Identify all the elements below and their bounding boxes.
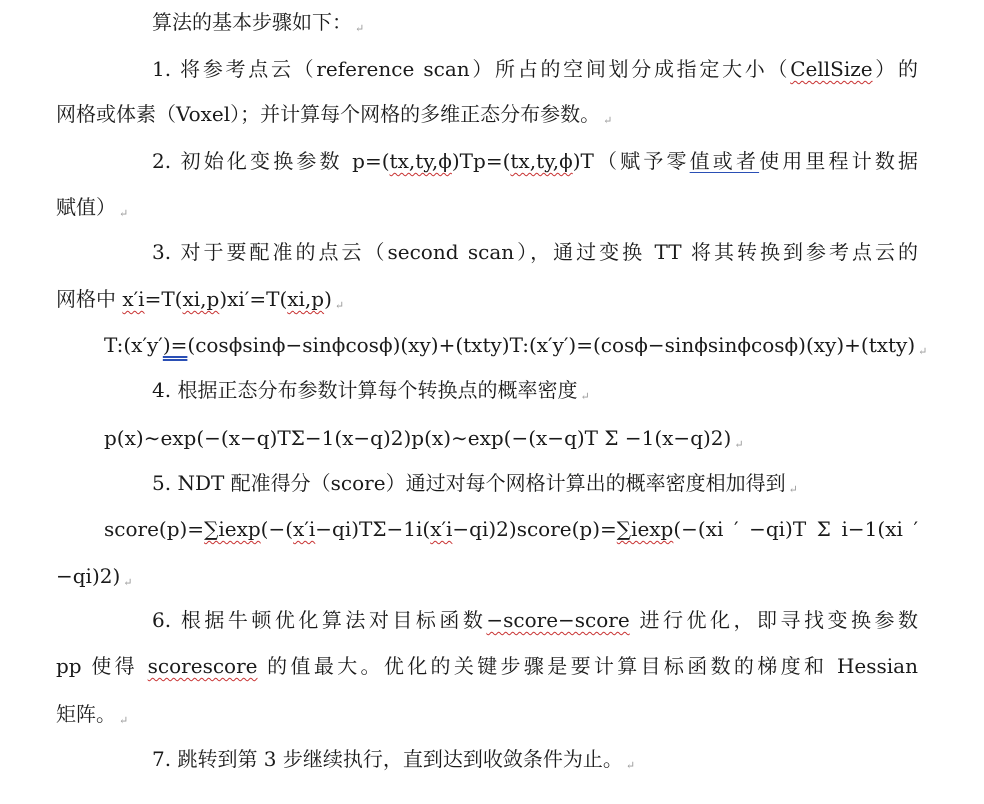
step6-line1	[152, 606, 918, 634]
cellsize-term: CellSize	[790, 57, 873, 81]
step3-text-a: 网格中	[56, 287, 123, 311]
score-i: (−(xi ′ −qi)T Σ i−1(xi ′	[673, 517, 918, 541]
step2-text-e: )T（赋予零	[572, 149, 690, 173]
intro-line	[152, 8, 364, 36]
step7-text: 7. 跳转到第 3 步继续执行，直到达到收敛条件为止。	[152, 747, 623, 771]
paragraph-mark-icon: ↵	[334, 299, 345, 312]
var-term: xi,p	[182, 287, 220, 311]
step6-line2	[56, 652, 918, 680]
score-h: ∑iexp	[616, 517, 674, 541]
paragraph-mark-icon: ↵	[123, 576, 133, 589]
step7-line	[152, 745, 635, 773]
paragraph-mark-icon: ↵	[625, 759, 636, 772]
step1-text-c: ）的	[872, 57, 918, 81]
step6-text-c: 进行优化，即寻找变换参数	[629, 608, 918, 632]
step1-line2	[56, 100, 612, 128]
step3-line2	[56, 285, 344, 313]
step6-text-line2-c: 的值最大。优化的关键步骤是要计算目标函数的梯度和 Hessian	[257, 654, 918, 678]
step2-text-c: )Tp=(	[451, 149, 511, 173]
var-term: xi,p	[287, 287, 325, 311]
score-c: (−(	[260, 517, 294, 541]
step3-text-line1: 3. 对于要配准的点云（second scan），通过变换 TT 将其转换到参考点云的	[152, 240, 918, 264]
formula-t-c: (cosϕsinϕ−sinϕcosϕ)(xy)+(txty)T:(x′y′)=(cosϕ−sinϕsinϕcosϕ)(xy)+(txty)	[187, 333, 916, 357]
score-e: −qi)TΣ−1i(	[315, 517, 431, 541]
step2-line1	[152, 147, 918, 175]
step6-text-line2-a: pp 使得	[56, 654, 148, 678]
paragraph-mark-icon: ↵	[580, 390, 590, 403]
scorescore-term: scorescore	[147, 654, 258, 678]
step2-text-a: 2. 初始化变换参数 p=(	[152, 149, 390, 173]
score-b: ∑iexp	[204, 517, 261, 541]
step1-line1	[152, 55, 918, 83]
step5-text: 5. NDT 配准得分（score）通过对每个网格计算出的概率密度相加得到	[152, 471, 786, 495]
step1-text-a: 1. 将参考点云（reference scan）所占的空间划分成指定大小（	[152, 57, 791, 81]
formula-t-b: )=	[162, 333, 188, 357]
formula-t-a: T:(x′y′	[104, 333, 163, 357]
step6-text-line3: 矩阵。	[56, 702, 116, 726]
var-term: x′i	[122, 287, 145, 311]
formula-transform	[104, 331, 927, 359]
paragraph-mark-icon: ↵	[603, 114, 613, 127]
paragraph-mark-icon: ↵	[918, 345, 928, 358]
step3-text-e: )xi′=T(	[219, 287, 288, 311]
objective-term: −score−score	[486, 608, 630, 632]
score-a: score(p)=	[104, 517, 205, 541]
step2-line2	[56, 193, 128, 221]
step3-text-c: =T(	[144, 287, 183, 311]
score-f: x′i	[430, 517, 453, 541]
step5-line	[152, 469, 798, 497]
step2-text-g: 使用里程计数据	[759, 149, 918, 173]
paragraph-mark-icon: ↵	[119, 714, 129, 727]
score-g: −qi)2)score(p)=	[452, 517, 617, 541]
score-line2: −qi)2)	[56, 564, 121, 588]
paragraph-mark-icon: ↵	[355, 22, 365, 35]
step4-line	[152, 376, 590, 404]
formula-score-line2	[56, 562, 133, 590]
step3-text-g: )	[324, 287, 332, 311]
formula-score-line1	[104, 515, 918, 543]
param-term: tx,ty,ϕ	[510, 149, 573, 173]
score-d: x′i	[293, 517, 316, 541]
step2-text-line2: 赋值）	[56, 195, 116, 219]
formula-probability	[104, 424, 744, 452]
intro-text: 算法的基本步骤如下：	[152, 10, 352, 34]
step4-text: 4. 根据正态分布参数计算每个转换点的概率密度	[152, 378, 578, 402]
step3-line1	[152, 238, 918, 266]
step1-text-line2: 网格或体素（Voxel）；并计算每个网格的多维正态分布参数。	[56, 102, 601, 126]
step6-line3	[56, 700, 128, 728]
paragraph-mark-icon: ↵	[788, 483, 798, 496]
paragraph-mark-icon: ↵	[119, 207, 129, 220]
step6-text-a: 6. 根据牛顿优化算法对目标函数	[152, 608, 487, 632]
formula-p-text: p(x)∼exp(−(x−q)TΣ−1(x−q)2)p(x)∼exp(−(x−q)T Σ −1(x−q)2)	[104, 426, 732, 450]
grammar-flag: 值或者	[689, 149, 760, 173]
paragraph-mark-icon: ↵	[734, 438, 744, 451]
param-term: tx,ty,ϕ	[389, 149, 452, 173]
